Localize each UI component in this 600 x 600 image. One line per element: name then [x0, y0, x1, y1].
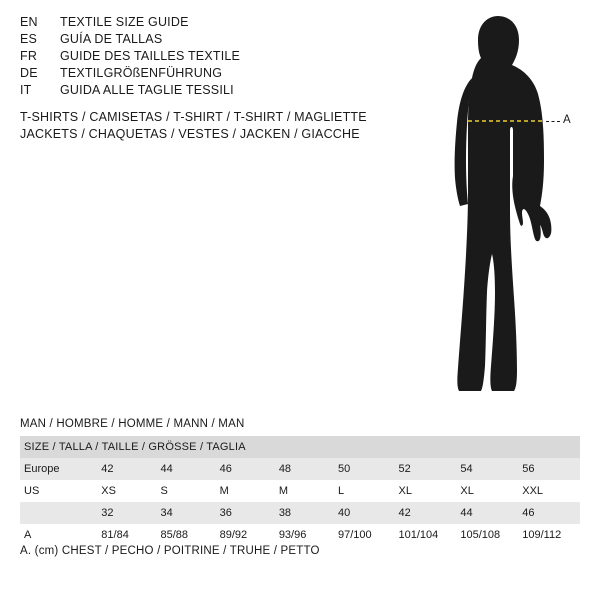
table-row: [20, 524, 580, 546]
language-title: GUIDE DES TAILLES TEXTILE: [60, 49, 241, 63]
cell: 56: [518, 458, 580, 480]
cell: S: [156, 480, 215, 502]
cell: 50: [334, 458, 395, 480]
cell: 97/100: [334, 524, 395, 546]
cell: 81/84: [97, 524, 156, 546]
cell: XS: [97, 480, 156, 502]
language-code: ES: [20, 32, 38, 46]
size-table-section: [20, 418, 580, 546]
cell: M: [275, 480, 334, 502]
cell: 40: [334, 502, 395, 524]
category-tshirts: T-SHIRTS / CAMISETAS / T-SHIRT / T-SHIRT / MAGLIETTE: [20, 110, 367, 124]
cell: 32: [97, 502, 156, 524]
language-row: [20, 15, 380, 32]
cell: 54: [456, 458, 518, 480]
table-row: [20, 480, 580, 502]
cell: 48: [275, 458, 334, 480]
measure-label-a: A: [563, 114, 571, 126]
row-label: US: [20, 480, 97, 502]
mannequin-silhouette-icon: [400, 10, 600, 400]
cell: 42: [395, 502, 457, 524]
language-row: [20, 83, 380, 100]
cell: XL: [456, 480, 518, 502]
language-title-list: [20, 15, 380, 100]
language-code: IT: [20, 83, 32, 97]
cell: 44: [456, 502, 518, 524]
cell: XL: [395, 480, 457, 502]
table-row: [20, 502, 580, 524]
footnote: A. (cm) CHEST / PECHO / POITRINE / TRUHE / PETTO: [20, 545, 320, 557]
language-row: [20, 66, 380, 83]
language-code: EN: [20, 15, 38, 29]
cell: 44: [156, 458, 215, 480]
cell: 101/104: [395, 524, 457, 546]
cell: 105/108: [456, 524, 518, 546]
language-code: FR: [20, 49, 38, 63]
cell: 34: [156, 502, 215, 524]
cell: M: [216, 480, 275, 502]
cell: XXL: [518, 480, 580, 502]
cell: 85/88: [156, 524, 215, 546]
language-title: TEXTILE SIZE GUIDE: [60, 15, 189, 29]
cell: 109/112: [518, 524, 580, 546]
cell: 93/96: [275, 524, 334, 546]
category-jackets: JACKETS / CHAQUETAS / VESTES / JACKEN / GIACCHE: [20, 127, 360, 141]
language-title: GUIDA ALLE TAGLIE TESSILI: [60, 83, 234, 97]
cell: 89/92: [216, 524, 275, 546]
size-table: [20, 436, 580, 546]
language-title: TEXTILGRÖßENFÜHRUNG: [60, 66, 223, 80]
category-list: [20, 110, 400, 144]
table-group-title: MAN / HOMBRE / HOMME / MANN / MAN: [20, 418, 245, 430]
cell: 36: [216, 502, 275, 524]
table-row: [20, 458, 580, 480]
language-row: [20, 49, 380, 66]
table-header-label: SIZE / TALLA / TAILLE / GRÖSSE / TAGLIA: [20, 436, 580, 458]
measure-leader-line: [546, 121, 560, 122]
mannequin-figure: [400, 10, 600, 400]
language-code: DE: [20, 66, 38, 80]
cell: L: [334, 480, 395, 502]
language-title: GUÍA DE TALLAS: [60, 32, 163, 46]
table-header-row: [20, 436, 580, 458]
row-label: Europe: [20, 458, 97, 480]
cell: 38: [275, 502, 334, 524]
row-label: [20, 502, 97, 524]
cell: 42: [97, 458, 156, 480]
cell: 46: [518, 502, 580, 524]
cell: 46: [216, 458, 275, 480]
cell: 52: [395, 458, 457, 480]
row-label: A: [20, 524, 97, 546]
language-row: [20, 32, 380, 49]
